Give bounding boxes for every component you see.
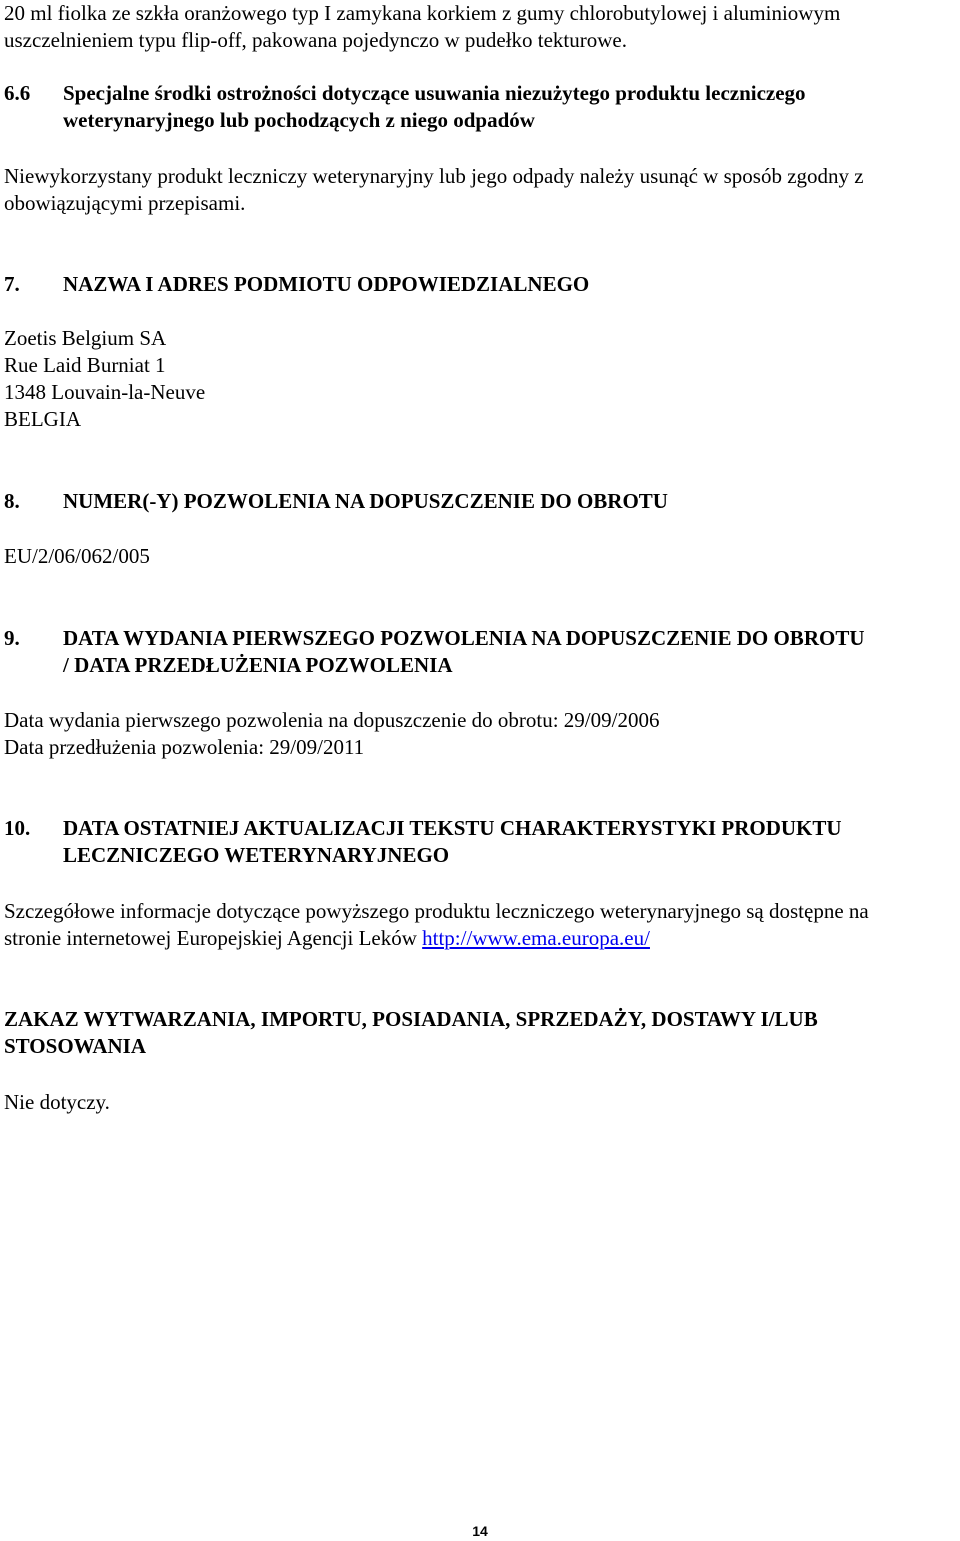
section-10-body	[4, 898, 956, 952]
address-company: Zoetis Belgium SA	[4, 326, 167, 350]
prohibition-title-line-2: STOSOWANIA	[4, 1034, 146, 1058]
packaging-line-2: uszczelnieniem typu flip-off, pakowana pojedynczo w pudełko tekturowe.	[4, 28, 627, 52]
renewal-date: Data przedłużenia pozwolenia: 29/09/2011	[4, 735, 365, 759]
section-10-body-line-1: Szczegółowe informacje dotyczące powyższego produktu leczniczego weterynaryjnego są dostępne na	[4, 899, 869, 923]
section-6-6-body-line-2: obowiązującymi przepisami.	[4, 191, 246, 215]
packaging-description	[4, 0, 956, 54]
prohibition-heading	[4, 1006, 956, 1060]
section-9-number: 9.	[4, 626, 20, 650]
section-9-title-line-2: / DATA PRZEDŁUŻENIA POZWOLENIA	[63, 653, 453, 677]
section-10-number: 10.	[4, 816, 31, 840]
section-8-title: NUMER(-Y) POZWOLENIA NA DOPUSZCZENIE DO OBROTU	[63, 489, 668, 513]
authorisation-number: EU/2/06/062/005	[4, 544, 150, 568]
section-10-body-line-2	[4, 925, 956, 952]
section-8-heading	[4, 488, 956, 515]
address-country: BELGIA	[4, 407, 81, 431]
section-7-title: NAZWA I ADRES PODMIOTU ODPOWIEDZIALNEGO	[63, 272, 590, 296]
prohibition-body: Nie dotyczy.	[4, 1090, 110, 1114]
section-6-6-body-line-1: Niewykorzystany produkt leczniczy weterynaryjny lub jego odpady należy usunąć w sposób zgodny z	[4, 164, 864, 188]
ema-website-link[interactable]: http://www.ema.europa.eu/	[422, 926, 650, 950]
section-8-number: 8.	[4, 489, 20, 513]
marketing-authorisation-holder-address	[4, 325, 956, 433]
section-7-heading	[4, 271, 956, 298]
first-authorisation-date: Data wydania pierwszego pozwolenia na dopuszczenie do obrotu: 29/09/2006	[4, 708, 660, 732]
section-7-number: 7.	[4, 272, 20, 296]
section-9-title-line-1: DATA WYDANIA PIERWSZEGO POZWOLENIA NA DOPUSZCZENIE DO OBROTU	[63, 626, 865, 650]
section-6-6-body	[4, 163, 956, 217]
packaging-line-1: 20 ml fiolka ze szkła oranżowego typ I zamykana korkiem z gumy chlorobutylowej i aluminiowym	[4, 1, 841, 25]
prohibition-title-line-1: ZAKAZ WYTWARZANIA, IMPORTU, POSIADANIA, SPRZEDAŻY, DOSTAWY I/LUB	[4, 1007, 818, 1031]
section-6-6-number: 6.6	[4, 81, 31, 105]
section-6-6-title-line-2: weterynaryjnego lub pochodzących z niego odpadów	[63, 108, 535, 132]
section-10-title-line-1: DATA OSTATNIEJ AKTUALIZACJI TEKSTU CHARAKTERYSTYKI PRODUKTU	[63, 816, 842, 840]
section-9-heading	[4, 625, 956, 679]
page-number: 14	[472, 1523, 488, 1539]
section-10-heading	[4, 815, 956, 869]
section-6-6-heading	[4, 80, 956, 134]
section-6-6-title-line-1: Specjalne środki ostrożności dotyczące usuwania niezużytego produktu leczniczego	[63, 81, 806, 105]
section-10-body-line-2-text: stronie internetowej Europejskiej Agencji Leków	[4, 926, 423, 950]
address-street: Rue Laid Burniat 1	[4, 353, 166, 377]
section-9-body	[4, 707, 956, 761]
address-city: 1348 Louvain-la-Neuve	[4, 380, 206, 404]
section-10-title-line-2: LECZNICZEGO WETERYNARYJNEGO	[63, 843, 450, 867]
